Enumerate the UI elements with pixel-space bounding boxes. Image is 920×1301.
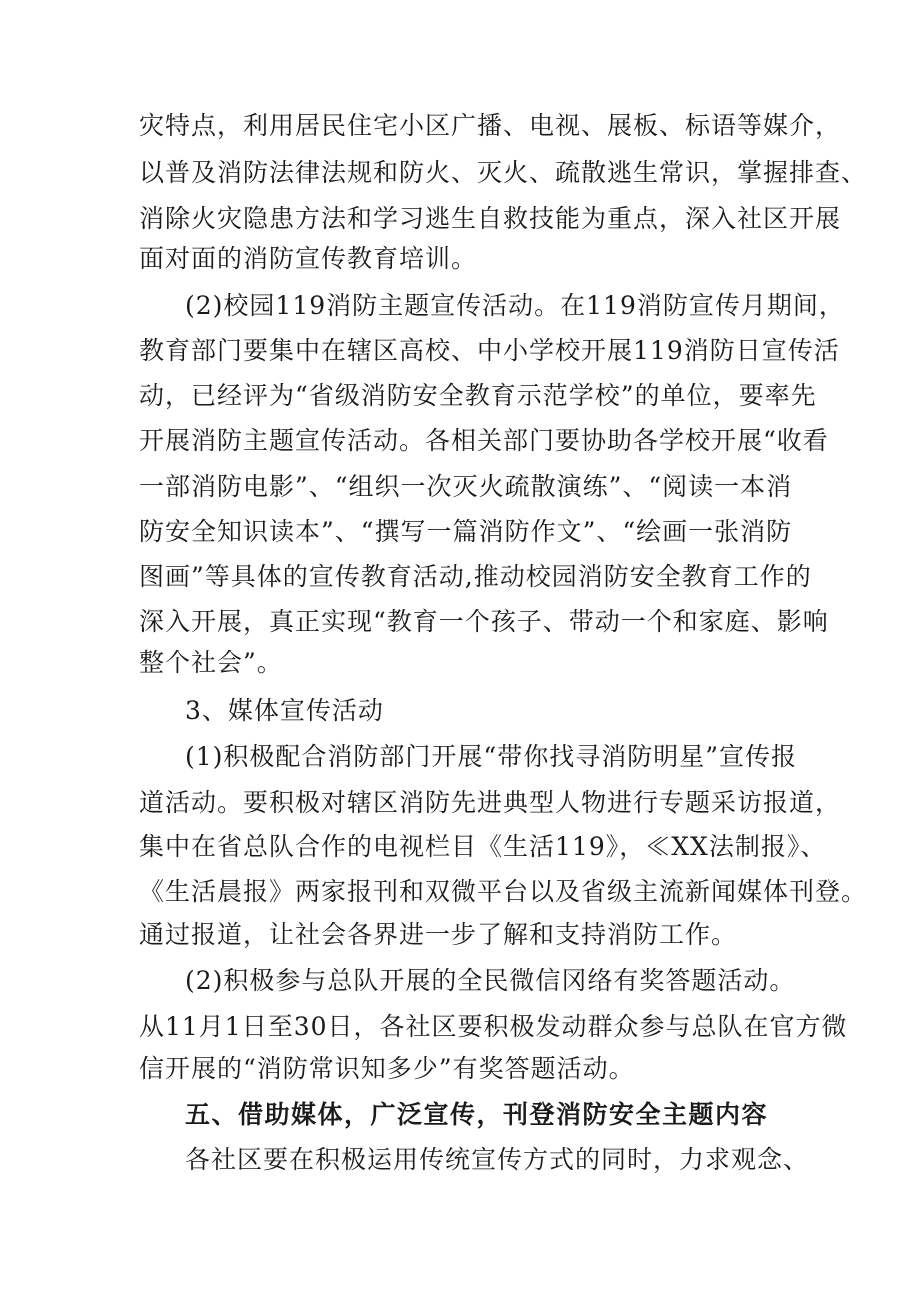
paragraph-line: 教育部门要集中在辖区高校、中小学校开展119消防日宣传活	[139, 336, 840, 365]
paragraph-line: 整个社会”。	[139, 648, 283, 677]
paragraph-line: 消除火灾隐患方法和学习逃生自救技能为重点，深入社区开展	[139, 204, 842, 233]
paragraph-line: 一部消防电影”、“组织一次灭火疏散演练”、“阅读一本消	[139, 472, 793, 501]
section-subheading: 3、媒体宣传活动	[185, 696, 384, 725]
paragraph-line: 动，已经评为“省级消防安全教育示范学校”的单位，要率先	[139, 381, 817, 410]
paragraph-line: 道活动。要积极对辖区消防先进典型人物进行专题采访报道，	[139, 788, 842, 817]
paragraph-line: 灾特点，利用居民住宅小区广播、电视、展板、标语等媒介，	[139, 111, 842, 140]
paragraph-line: (2)积极参与总队开展的全民微信冈络有奖答题活动。	[185, 966, 796, 995]
paragraph-line: 防安全知识读本”、“撰写一篇消防作文”、“绘画一张消防	[139, 517, 793, 546]
paragraph-line: 图画”等具体的宣传教育活动,推动校园消防安全教育工作的	[139, 562, 812, 591]
paragraph-line: 开展消防主题宣传活动。各相关部门要协助各学校开展“收看	[139, 426, 829, 455]
paragraph-line: 各社区要在积极运用传统宣传方式的同时，力求观念、	[185, 1145, 810, 1174]
paragraph-line: 《生活晨报》两家报刊和双微平台以及省级主流新闻媒体刊登。	[139, 877, 868, 906]
paragraph-line: 从11月1日至30日，各社区要积极发动群众参与总队在官方微	[139, 1012, 848, 1041]
paragraph-line: 以普及消防法律法规和防火、灭火、疏散逃生常识，掌握排查、	[139, 158, 868, 187]
paragraph-line: 集中在省总队合作的电视栏目《生活119》，≪XX法制报》、	[139, 832, 827, 861]
paragraph-line: 信开展的“消防常识知多少”有奖答题活动。	[139, 1054, 635, 1083]
paragraph-line: 深入开展，真正实现“教育一个孩子、带动一个和家庭、影响	[139, 607, 829, 636]
paragraph-line: (2)校园119消防主题宣传活动。在119消防宣传月期间，	[185, 291, 845, 320]
paragraph-line: 面对面的消防宣传教育培训。	[139, 244, 478, 273]
paragraph-line: 通过报道，让社会各界进一步了解和支持消防工作。	[139, 920, 738, 949]
paragraph-line: (1)积极配合消防部门开展“带你找寻消防明星”宣传报	[185, 742, 797, 771]
section-heading: 五、借助媒体，广泛宣传，刊登消防安全主题内容	[185, 1100, 769, 1129]
